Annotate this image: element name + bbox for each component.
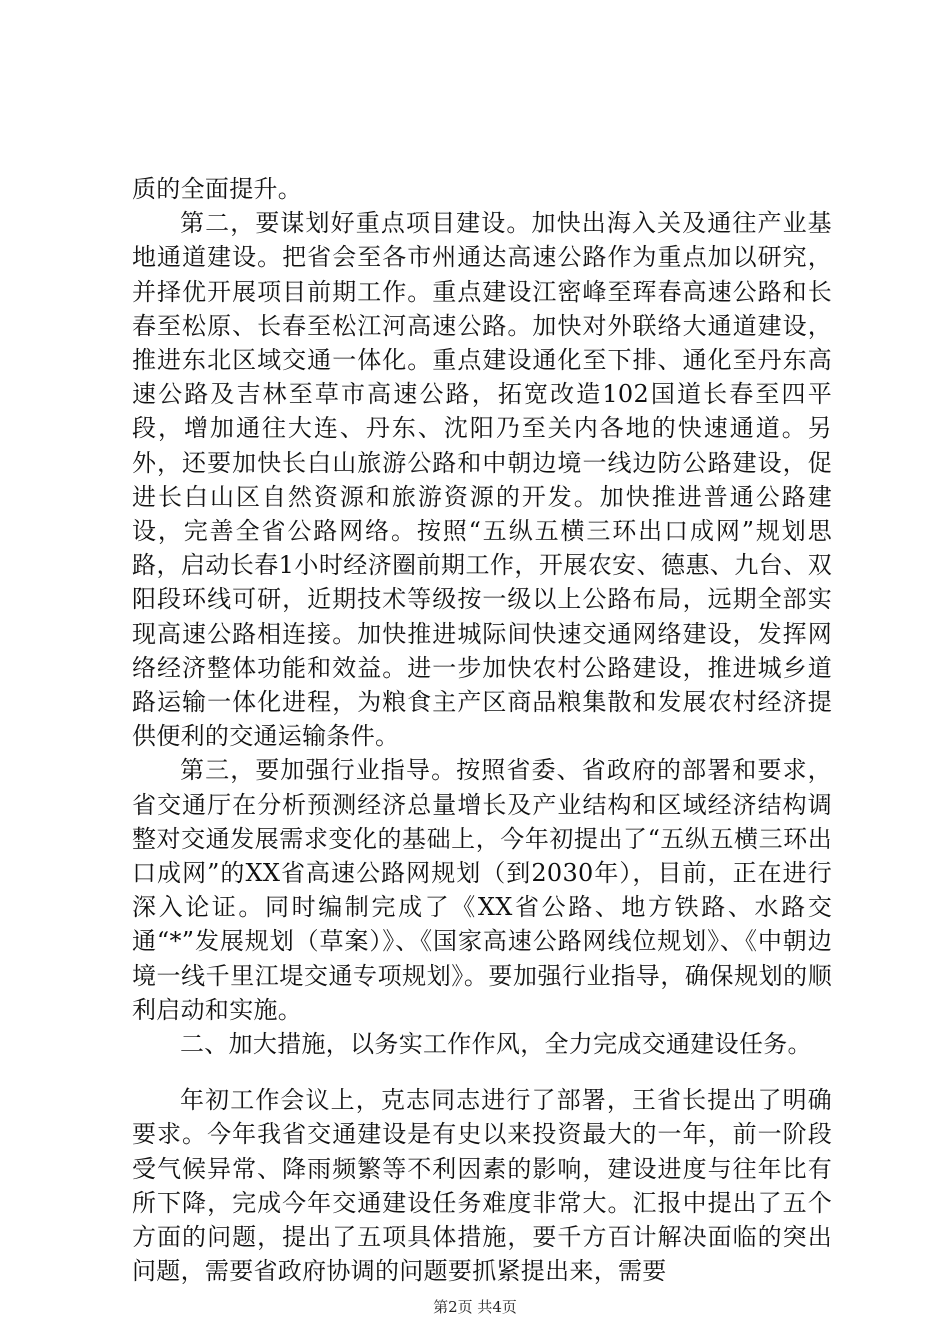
document-body xyxy=(132,172,832,1289)
paragraph-key-projects: 第二，要谋划好重点项目建设。加快出海入关及通往产业基地通道建设。把省会至各市州通达高速公路作为重点加以研究，并择优开展项目前期工作。重点建设江密峰至珲春高速公路和长春至松原、长春至松江河高速公路。加快对外联络大通道建设，推进东北区域交通一体化。重点建设通化至下排、通化至丹东高速公路及吉林至草市高速公路，拓宽改造102国道长春至四平段，增加通往大连、丹东、沈阳乃至关内各地的快速通道。另外，还要加快长白山旅游公路和中朝边境一线边防公路建设，促进长白山区自然资源和旅游资源的开发。加快推进普通公路建设，完善全省公路网络。按照“五纵五横三环出口成网”规划思路，启动长春1小时经济圈前期工作，开展农安、德惠、九台、双阳段环线可研，近期技术等级按一级以上公路布局，远期全部实现高速公路相连接。加快推进城际间快速交通网络建设，发挥网络经济整体功能和效益。进一步加快农村公路建设，推进城乡道路运输一体化进程，为粮食主产区商品粮集散和发展农村经济提供便利的交通运输条件。 xyxy=(132,209,832,751)
paragraph-annual-meeting: 年初工作会议上，克志同志进行了部署，王省长提出了明确要求。今年我省交通建设是有史以来投资最大的一年，前一阶段受气候异常、降雨频繁等不利因素的影响，建设进度与往年比有所下降，完成今年交通建设任务难度非常大。汇报中提出了五个方面的问题，提出了五项具体措施，要千方百计解决面临的突出问题，需要省政府协调的问题要抓紧提出来，需要 xyxy=(132,1086,832,1286)
page-number-footer: 第2页 共4页 xyxy=(433,1298,517,1316)
section-heading-measures: 二、加大措施，以务实工作作风，全力完成交通建设任务。 xyxy=(180,1030,812,1059)
paragraph-spacer xyxy=(132,1061,832,1083)
paragraph-continuation: 质的全面提升。 xyxy=(132,175,303,203)
paragraph-industry-guidance: 第三，要加强行业指导。按照省委、省政府的部署和要求，省交通厅在分析预测经济总量增长及产业结构和区域经济结构调整对交通发展需求变化的基础上，今年初提出了“五纵五横三环出口成网”的XX省高速公路网规划（到2030年），目前，正在进行深入论证。同时编制完成了《XX省公路、地方铁路、水路交通“*”发展规划（草案）》、《国家高速公路网线位规划》、《中朝边境一线千里江堤交通专项规划》。要加强行业指导，确保规划的顺利启动和实施。 xyxy=(132,756,832,1024)
